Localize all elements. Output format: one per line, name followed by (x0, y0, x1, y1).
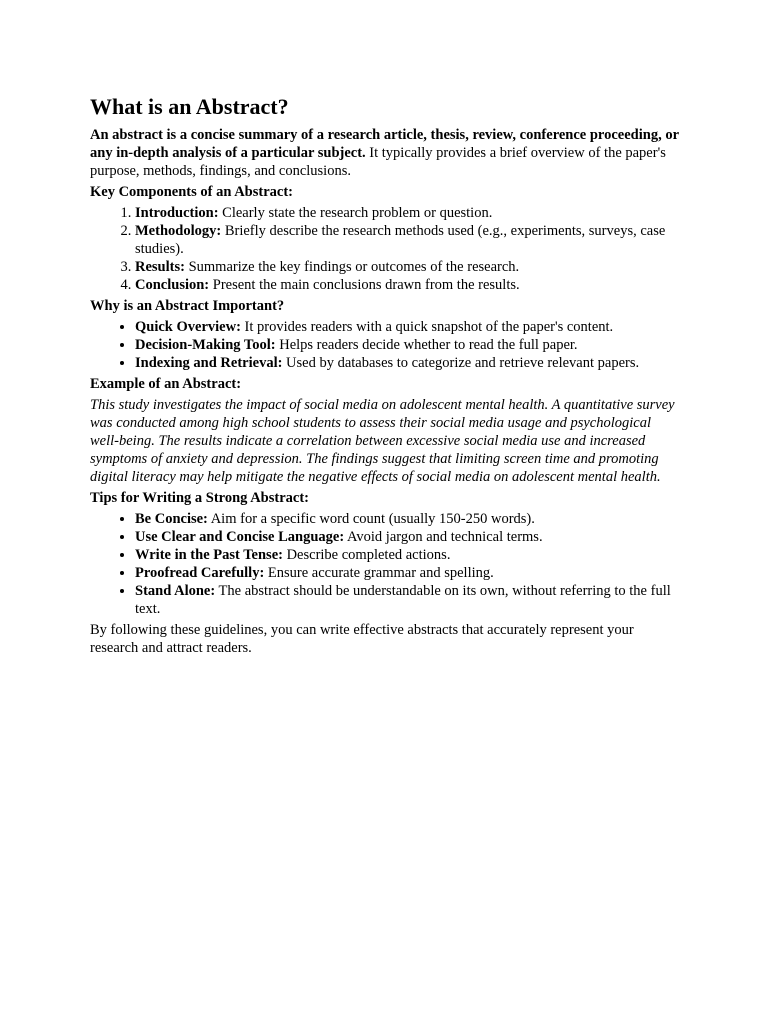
intro-text: It typically provides a brief overview of the paper's purpose, methods, findings, and conclusions. (90, 145, 666, 179)
list-item-term: Results: (135, 259, 185, 275)
list-item-term: Quick Overview: (135, 319, 241, 335)
list-item-term: Be Concise: (135, 511, 208, 527)
list-item (135, 276, 680, 294)
list-item-text: Used by databases to categorize and retrieve relevant papers. (282, 355, 640, 371)
list-item (135, 222, 680, 258)
list-item-text: Helps readers decide whether to read the full paper. (275, 337, 578, 353)
list-item-text: Aim for a specific word count (usually 150-250 words). (207, 511, 535, 527)
intro-paragraph (90, 126, 680, 180)
page-title: What is an Abstract? (90, 94, 289, 119)
list-item-term: Proofread Carefully: (135, 565, 265, 581)
example-abstract-text: This study investigates the impact of social media on adolescent mental health. A quantitative survey was conducted among high school students to assess their social media usage and psychological well-being. The results indicate a correlation between excessive social media use and increased symptoms of anxiety and depression. The findings suggest that limiting screen time and promoting digital literacy may help mitigate the negative effects of social media on adolescent mental health. (90, 397, 675, 485)
list-item-text: Summarize the key findings or outcomes of the research. (184, 259, 520, 275)
components-heading: Key Components of an Abstract: (90, 184, 293, 200)
intro-bold-text: An abstract is a concise summary of a research article, thesis, review, conference proceeding, or any in-depth analysis of a particular subject. (90, 127, 679, 161)
list-item-term: Methodology: (135, 223, 222, 239)
list-item (135, 546, 680, 564)
list-item-text: Present the main conclusions drawn from the results. (209, 277, 520, 293)
tips-heading: Tips for Writing a Strong Abstract: (90, 490, 310, 506)
list-item-text: Ensure accurate grammar and spelling. (264, 565, 494, 581)
list-item (135, 336, 680, 354)
list-item-term: Conclusion: (135, 277, 210, 293)
list-item-term: Use Clear and Concise Language: (135, 529, 345, 545)
importance-heading: Why is an Abstract Important? (90, 298, 285, 314)
list-item-term: Introduction: (135, 205, 219, 221)
list-item (135, 528, 680, 546)
list-item (135, 354, 680, 372)
list-item-term: Stand Alone: (135, 583, 216, 599)
list-item-text: It provides readers with a quick snapshot of the paper's content. (240, 319, 614, 335)
list-item-text: Avoid jargon and technical terms. (344, 529, 543, 545)
list-item-text: Describe completed actions. (282, 547, 451, 563)
list-item (135, 510, 680, 528)
tips-list (90, 510, 680, 618)
components-list (90, 204, 680, 294)
list-item-term: Decision-Making Tool: (135, 337, 276, 353)
list-item (135, 582, 680, 618)
list-item-term: Indexing and Retrieval: (135, 355, 283, 371)
list-item-term: Write in the Past Tense: (135, 547, 283, 563)
list-item (135, 204, 680, 222)
list-item (135, 258, 680, 276)
importance-list (90, 318, 680, 372)
list-item-text: Briefly describe the research methods used (e.g., experiments, surveys, case studies). (135, 223, 666, 257)
list-item (135, 318, 680, 336)
list-item-text: Clearly state the research problem or question. (218, 205, 493, 221)
list-item-text: The abstract should be understandable on its own, without referring to the full text. (135, 583, 671, 617)
example-heading: Example of an Abstract: (90, 376, 242, 392)
list-item (135, 564, 680, 582)
closing-paragraph: By following these guidelines, you can write effective abstracts that accurately represent your research and attract readers. (90, 622, 634, 656)
document-page (90, 94, 680, 660)
